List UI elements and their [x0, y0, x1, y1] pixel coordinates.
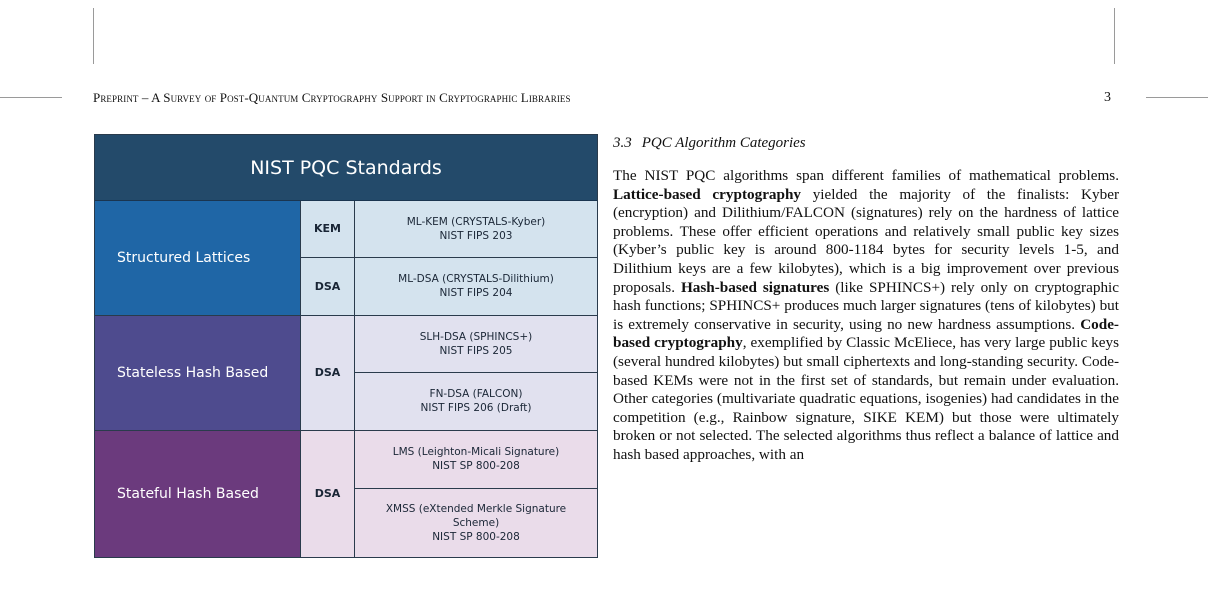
- grid-line: [95, 315, 597, 316]
- algorithm-xmss: XMSS (eXtended Merkle Signature Scheme) NIST SP 800-208: [355, 488, 597, 557]
- algorithm-ml-kem: ML-KEM (CRYSTALS-Kyber) NIST FIPS 203: [355, 200, 597, 257]
- algorithm-fn-dsa: FN-DSA (FALCON) NIST FIPS 206 (Draft): [355, 372, 597, 430]
- section-title: PQC Algorithm Categories: [641, 135, 806, 151]
- type-dsa-stateful: DSA: [300, 430, 355, 557]
- section-number: 3.3: [613, 135, 632, 151]
- header-rule-left: [0, 97, 62, 98]
- term-code-based: Code-based cryptography: [613, 315, 1119, 352]
- header-rule-right: [1146, 97, 1208, 98]
- category-stateless-hash: Stateless Hash Based: [95, 315, 300, 430]
- grid-line: [355, 372, 597, 373]
- crop-mark-left: [93, 8, 94, 64]
- grid-line: [300, 257, 597, 258]
- type-dsa-stateless: DSA: [300, 315, 355, 430]
- grid-line: [355, 488, 597, 489]
- grid-line: [95, 200, 597, 201]
- category-structured-lattices: Structured Lattices: [95, 200, 300, 315]
- term-hash-based: Hash-based signatures: [680, 278, 830, 296]
- running-header: Preprint – A Survey of Post-Quantum Cryptography Support in Cryptographic Libraries: [93, 90, 571, 105]
- term-lattice-based: Lattice-based cryptography: [613, 185, 802, 203]
- body-paragraph: The NIST PQC algorithms span different families of mathematical problems. Lattice-based cryptography yielded the majority of the finalists: Kyber (encryption) and Dilithium/FALCON (signatures) rely on the hardness of lattice problems. These offer efficient operations and relatively small public key sizes (Kyber’s public key is around 800-1184 bytes for security levels 1-5, and Dilithium keys are a few kilobytes), which is a big improvement over previous proposals. Hash-based signatures (like SPHINCS+) rely only on cryptographic hash functions; SPHINCS+ produces much larger signatures (tens of kilobytes) but is extremely conservative in security, using no new hardness assumptions. Code-based cryptography, exemplified by Classic McEliece, has very large public keys (several hundred kilobytes) but small ciphertexts and long-standing security. Code-based KEMs were not in the first set of standards, but remain under evaluation. Other categories (multivariate quadratic equations, isogenies) had candidates in the competition (e.g., Rainbow signature, SIKE KEM) but those were ultimately broken or not selected. The selected algorithms thus reflect a balance of lattice and hash based approaches, with an: [613, 167, 1120, 463]
- algorithm-lms: LMS (Leighton-Micali Signature) NIST SP 800-208: [355, 430, 597, 488]
- grid-line: [95, 430, 597, 431]
- type-dsa-lattice: DSA: [300, 257, 355, 315]
- crop-mark-right: [1114, 8, 1115, 64]
- nist-pqc-standards-figure: [94, 134, 598, 558]
- algorithm-slh-dsa: SLH-DSA (SPHINCS+) NIST FIPS 205: [355, 315, 597, 372]
- section-heading: [613, 135, 806, 152]
- algorithm-ml-dsa: ML-DSA (CRYSTALS-Dilithium) NIST FIPS 204: [355, 257, 597, 315]
- category-stateful-hash: Stateful Hash Based: [95, 430, 300, 557]
- figure-title: NIST PQC Standards: [95, 135, 597, 200]
- page-number: 3: [1104, 90, 1111, 105]
- type-kem: KEM: [300, 200, 355, 257]
